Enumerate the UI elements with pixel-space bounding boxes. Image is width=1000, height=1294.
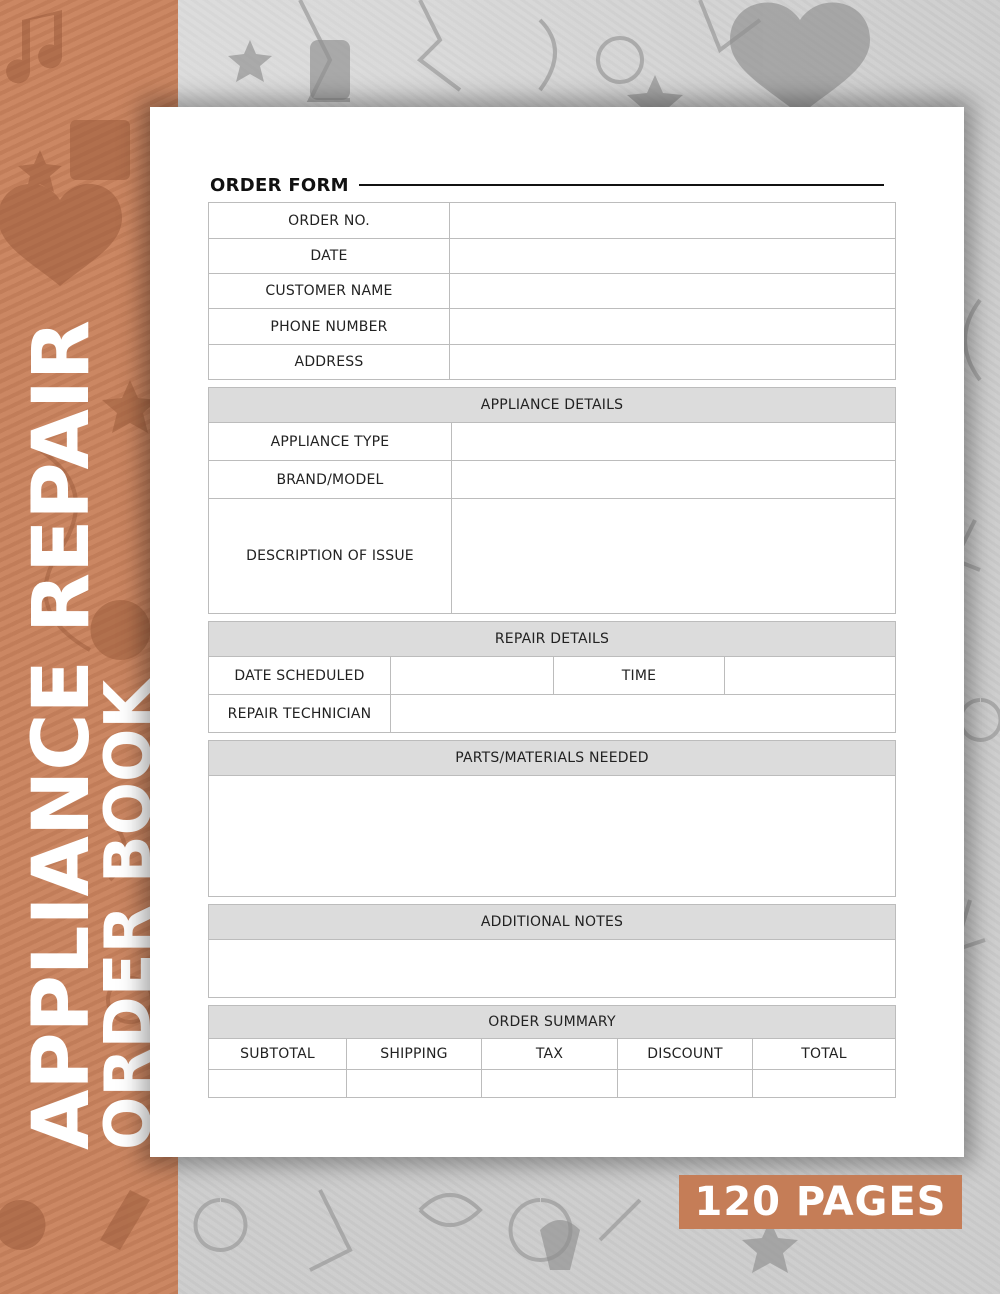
title-rule	[359, 184, 884, 186]
order-info-table	[208, 202, 896, 380]
appliance-details-table	[208, 387, 896, 614]
order-form-page	[150, 107, 964, 1157]
table-row	[209, 238, 895, 273]
additional-notes-table	[208, 904, 896, 998]
appliance-details-header: APPLIANCE DETAILS	[209, 388, 895, 422]
table-row	[209, 741, 895, 775]
additional-notes-header: ADDITIONAL NOTES	[209, 905, 895, 939]
subtotal-field[interactable]	[209, 1070, 346, 1097]
total-field[interactable]	[752, 1070, 895, 1097]
table-row	[209, 622, 895, 656]
table-row	[209, 460, 895, 498]
table-row	[209, 939, 895, 997]
order-no-label: ORDER NO.	[288, 212, 370, 229]
additional-notes-field[interactable]	[209, 940, 895, 997]
repair-details-header: REPAIR DETAILS	[209, 622, 895, 656]
table-row	[209, 344, 895, 379]
parts-materials-table	[208, 740, 896, 897]
table-row	[209, 775, 895, 896]
order-summary-header: ORDER SUMMARY	[209, 1006, 895, 1038]
table-row	[209, 905, 895, 939]
order-summary-table	[208, 1005, 896, 1098]
appliance-type-label: APPLIANCE TYPE	[270, 433, 390, 450]
date-scheduled-field[interactable]	[390, 657, 553, 694]
time-label: TIME	[553, 657, 724, 694]
brand-model-label: BRAND/MODEL	[276, 471, 384, 488]
order-no-field[interactable]	[449, 203, 895, 238]
form-title: ORDER FORM	[210, 174, 349, 196]
discount-field[interactable]	[617, 1070, 752, 1097]
repair-technician-field[interactable]	[390, 695, 895, 732]
table-row	[209, 498, 895, 613]
time-field[interactable]	[724, 657, 895, 694]
pages-badge: 120 PAGES	[679, 1175, 962, 1229]
date-field[interactable]	[449, 239, 895, 273]
table-row	[209, 1038, 895, 1069]
table-row	[209, 388, 895, 422]
table-row	[209, 422, 895, 460]
discount-label: DISCOUNT	[617, 1039, 752, 1069]
brand-model-field[interactable]	[451, 461, 895, 498]
phone-number-label: PHONE NUMBER	[270, 318, 388, 335]
form-title-row	[210, 173, 884, 197]
cover-title-line2: ORDER BOOK	[92, 670, 166, 1150]
date-label: DATE	[310, 248, 348, 264]
table-row	[209, 694, 895, 732]
phone-number-field[interactable]	[449, 309, 895, 344]
total-label: TOTAL	[752, 1039, 895, 1069]
address-field[interactable]	[449, 345, 895, 379]
tax-field[interactable]	[481, 1070, 617, 1097]
cover-title-line1: APPLIANCE REPAIR	[17, 320, 107, 1150]
customer-name-label: CUSTOMER NAME	[265, 283, 393, 299]
repair-details-table	[208, 621, 896, 733]
parts-materials-field[interactable]	[209, 776, 895, 896]
parts-materials-header: PARTS/MATERIALS NEEDED	[209, 741, 895, 775]
repair-technician-label: REPAIR TECHNICIAN	[227, 705, 372, 722]
description-of-issue-label: DESCRIPTION OF ISSUE	[246, 548, 414, 564]
table-row	[209, 1069, 895, 1097]
table-row	[209, 273, 895, 308]
tax-label: TAX	[481, 1039, 617, 1069]
appliance-type-field[interactable]	[451, 423, 895, 460]
date-scheduled-label: DATE SCHEDULED	[234, 667, 365, 684]
customer-name-field[interactable]	[449, 274, 895, 308]
table-row	[209, 1006, 895, 1038]
table-row	[209, 308, 895, 344]
address-label: ADDRESS	[294, 354, 364, 370]
shipping-field[interactable]	[346, 1070, 481, 1097]
subtotal-label: SUBTOTAL	[240, 1046, 315, 1062]
table-row	[209, 656, 895, 694]
table-row	[209, 203, 895, 238]
description-of-issue-field[interactable]	[451, 499, 895, 613]
shipping-label: SHIPPING	[346, 1039, 481, 1069]
